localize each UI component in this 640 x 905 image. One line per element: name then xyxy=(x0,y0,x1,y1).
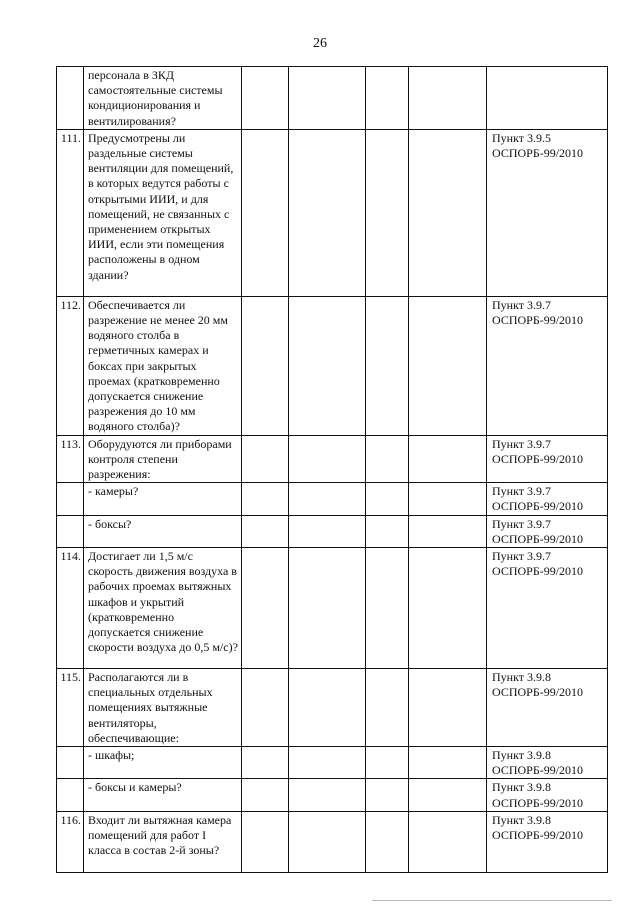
regulation-reference: Пункт 3.9.7 ОСПОРБ-99/2010 xyxy=(487,515,608,547)
answer-cell-notes[interactable] xyxy=(409,515,487,547)
answer-cell-yes[interactable] xyxy=(242,515,289,547)
item-number: 116. xyxy=(57,811,84,872)
item-number: 111. xyxy=(57,129,84,296)
regulation-reference xyxy=(487,67,608,130)
checklist-table xyxy=(56,66,608,873)
item-number xyxy=(57,67,84,130)
answer-cell-yes[interactable] xyxy=(242,669,289,747)
item-number xyxy=(57,747,84,779)
answer-cell-notes[interactable] xyxy=(409,296,487,435)
table-row xyxy=(57,669,608,747)
answer-cell-notes[interactable] xyxy=(409,747,487,779)
answer-cell-notes[interactable] xyxy=(409,669,487,747)
regulation-reference: Пункт 3.9.8 ОСПОРБ-99/2010 xyxy=(487,811,608,872)
answer-cell-notes[interactable] xyxy=(409,129,487,296)
table-row xyxy=(57,515,608,547)
question-text: - камеры? xyxy=(84,483,242,515)
question-text: Оборудуются ли приборами контроля степени разрежения: xyxy=(84,435,242,483)
page-number: 26 xyxy=(313,36,327,51)
answer-cell-no[interactable] xyxy=(289,296,366,435)
table-row xyxy=(57,747,608,779)
answer-cell-na[interactable] xyxy=(366,747,409,779)
answer-cell-notes[interactable] xyxy=(409,67,487,130)
answer-cell-na[interactable] xyxy=(366,129,409,296)
answer-cell-no[interactable] xyxy=(289,747,366,779)
question-text: - шкафы; xyxy=(84,747,242,779)
item-number xyxy=(57,483,84,515)
answer-cell-notes[interactable] xyxy=(409,483,487,515)
item-number: 114. xyxy=(57,548,84,669)
answer-cell-yes[interactable] xyxy=(242,483,289,515)
answer-cell-no[interactable] xyxy=(289,779,366,811)
answer-cell-yes[interactable] xyxy=(242,548,289,669)
table-row xyxy=(57,129,608,296)
answer-cell-no[interactable] xyxy=(289,67,366,130)
scan-edge-line xyxy=(372,900,612,901)
item-number: 113. xyxy=(57,435,84,483)
regulation-reference: Пункт 3.9.7 ОСПОРБ-99/2010 xyxy=(487,548,608,669)
answer-cell-no[interactable] xyxy=(289,811,366,872)
answer-cell-no[interactable] xyxy=(289,483,366,515)
answer-cell-yes[interactable] xyxy=(242,747,289,779)
answer-cell-na[interactable] xyxy=(366,669,409,747)
answer-cell-yes[interactable] xyxy=(242,435,289,483)
question-text: - боксы? xyxy=(84,515,242,547)
answer-cell-na[interactable] xyxy=(366,483,409,515)
table-row xyxy=(57,811,608,872)
item-number xyxy=(57,515,84,547)
answer-cell-no[interactable] xyxy=(289,435,366,483)
answer-cell-yes[interactable] xyxy=(242,67,289,130)
question-text: Достигает ли 1,5 м/с скорость движения воздуха в рабочих проемах вытяжных шкафов и укрытий (кратковременно допускается снижение скорости воздуха до 0,5 м/с)? xyxy=(84,548,242,669)
answer-cell-na[interactable] xyxy=(366,515,409,547)
answer-cell-no[interactable] xyxy=(289,548,366,669)
regulation-reference: Пункт 3.9.8 ОСПОРБ-99/2010 xyxy=(487,779,608,811)
answer-cell-no[interactable] xyxy=(289,515,366,547)
item-number: 115. xyxy=(57,669,84,747)
regulation-reference: Пункт 3.9.8 ОСПОРБ-99/2010 xyxy=(487,669,608,747)
question-text: Входит ли вытяжная камера помещений для работ I класса в состав 2-й зоны? xyxy=(84,811,242,872)
table-row xyxy=(57,296,608,435)
regulation-reference: Пункт 3.9.7 ОСПОРБ-99/2010 xyxy=(487,483,608,515)
answer-cell-no[interactable] xyxy=(289,669,366,747)
table-row xyxy=(57,67,608,130)
answer-cell-notes[interactable] xyxy=(409,435,487,483)
table-row xyxy=(57,435,608,483)
question-text: Располагаются ли в специальных отдельных помещениях вытяжные вентиляторы, обеспечивающие: xyxy=(84,669,242,747)
answer-cell-na[interactable] xyxy=(366,296,409,435)
answer-cell-notes[interactable] xyxy=(409,548,487,669)
item-number xyxy=(57,779,84,811)
answer-cell-na[interactable] xyxy=(366,811,409,872)
answer-cell-na[interactable] xyxy=(366,548,409,669)
answer-cell-notes[interactable] xyxy=(409,811,487,872)
question-text: - боксы и камеры? xyxy=(84,779,242,811)
question-text: Обеспечивается ли разрежение не менее 20 мм водяного столба в герметичных камерах и боксах при закрытых проемах (кратковременно допускается снижение разрежения до 10 мм водяного столба)? xyxy=(84,296,242,435)
answer-cell-yes[interactable] xyxy=(242,811,289,872)
answer-cell-na[interactable] xyxy=(366,435,409,483)
answer-cell-yes[interactable] xyxy=(242,129,289,296)
answer-cell-na[interactable] xyxy=(366,67,409,130)
answer-cell-na[interactable] xyxy=(366,779,409,811)
question-text: персонала в ЗКД самостоятельные системы кондиционирования и вентилирования? xyxy=(84,67,242,130)
table-row xyxy=(57,779,608,811)
table-row xyxy=(57,483,608,515)
answer-cell-yes[interactable] xyxy=(242,779,289,811)
answer-cell-notes[interactable] xyxy=(409,779,487,811)
answer-cell-yes[interactable] xyxy=(242,296,289,435)
regulation-reference: Пункт 3.9.7 ОСПОРБ-99/2010 xyxy=(487,435,608,483)
answer-cell-no[interactable] xyxy=(289,129,366,296)
question-text: Предусмотрены ли раздельные системы вентиляции для помещений, в которых ведутся работы с открытыми ИИИ, и для помещений, не связанных с применением открытых ИИИ, если эти помещения расположены в одном здании? xyxy=(84,129,242,296)
regulation-reference: Пункт 3.9.5 ОСПОРБ-99/2010 xyxy=(487,129,608,296)
regulation-reference: Пункт 3.9.8 ОСПОРБ-99/2010 xyxy=(487,747,608,779)
table-row xyxy=(57,548,608,669)
regulation-reference: Пункт 3.9.7 ОСПОРБ-99/2010 xyxy=(487,296,608,435)
item-number: 112. xyxy=(57,296,84,435)
